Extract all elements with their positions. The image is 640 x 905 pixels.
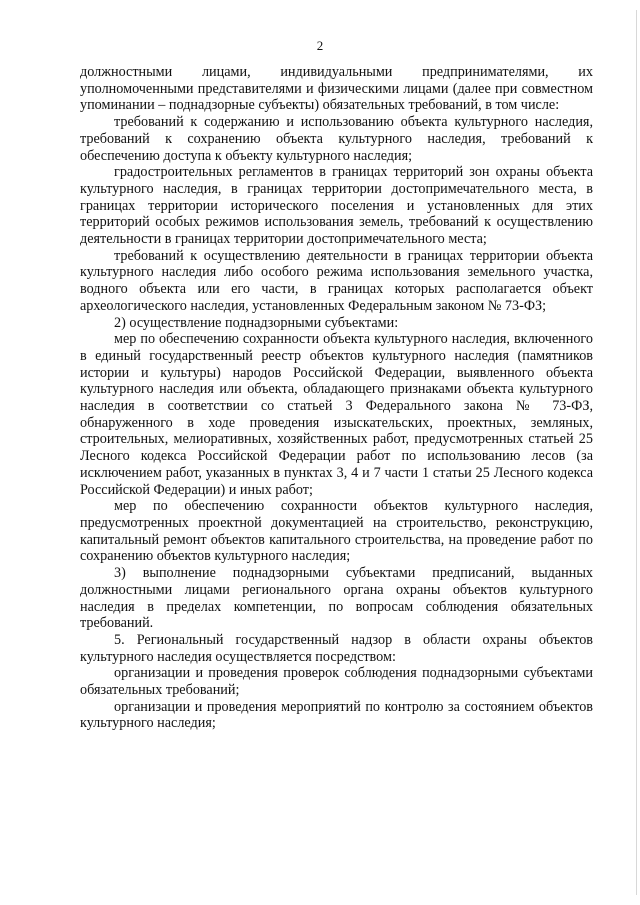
paragraph-item-3: 3) выполнение поднадзорными субъектами предписаний, выданных должностными лицами регионального органа охраны объектов культурного наследия в пределах компетенции, по вопросам соблюдения обязательных требований. [80, 565, 593, 632]
document-body [80, 64, 593, 732]
scan-edge-line [636, 10, 637, 895]
paragraph-section-5: 5. Региональный государственный надзор в области охраны объектов культурного наследия осуществляется посредством: [80, 631, 593, 665]
paragraph-project-measures: мер по обеспечению сохранности объектов культурного наследия, предусмотренных проектной документацией на строительство, реконструкцию, капитальный ремонт объектов капитального строительства, на проведение работ по сохранению объектов культурного наследия; [80, 498, 593, 565]
paragraph-inspections: организации и проведения проверок соблюдения поднадзорными субъектами обязательных требований; [80, 665, 593, 699]
paragraph-activity-requirements: требований к осуществлению деятельности в границах территории объекта культурного наследия либо особого режима использования земельного участка, водного объекта или его части, в границах которых располагается объект археологического наследия, установленных Федеральным законом № 73-ФЗ; [80, 247, 593, 314]
paragraph-content-requirements: требований к содержанию и использованию объекта культурного наследия, требований к сохранению объекта культурного наследия, требований к обеспечению доступа к объекту культурного наследия; [80, 114, 593, 164]
paragraph-preservation-measures: мер по обеспечению сохранности объекта культурного наследия, включенного в единый государственный реестр объектов культурного наследия (памятников истории и культуры) народов Российской Федерации, выявленного объекта культурного наследия или объекта, обладающего признаками объекта культурного наследия в соответствии со статьей 3 Федерального закона № 73-ФЗ, обнаруженного в ходе проведения изыскательских, проектных, земляных, строительных, мелиоративных, хозяйственных работ, предусмотренных статьей 25 Лесного кодекса Российской Федерации работ по использованию лесов (за исключением работ, указанных в пунктах 3, 4 и 7 части 1 статьи 25 Лесного кодекса Российской Федерации) и иных работ; [80, 331, 593, 498]
paragraph-monitoring: организации и проведения мероприятий по контролю за состоянием объектов культурного наследия; [80, 698, 593, 732]
paragraph-urban-regulations: градостроительных регламентов в границах территорий зон охраны объекта культурного наследия, в границах территории достопримечательного места, в границах территории исторического поселения и установленных для этих территорий особых режимов использования земель, требований к осуществлению деятельности в границах территории достопримечательного места; [80, 164, 593, 248]
paragraph-item-2: 2) осуществление поднадзорными субъектами: [114, 314, 399, 331]
page-number: 2 [316, 38, 324, 53]
paragraph-continuation: должностными лицами, индивидуальными предпринимателями, их уполномоченными представителями и физическими лицами (далее при совместном упоминании – поднадзорные субъекты) обязательных требований, в том числе: [80, 64, 593, 114]
